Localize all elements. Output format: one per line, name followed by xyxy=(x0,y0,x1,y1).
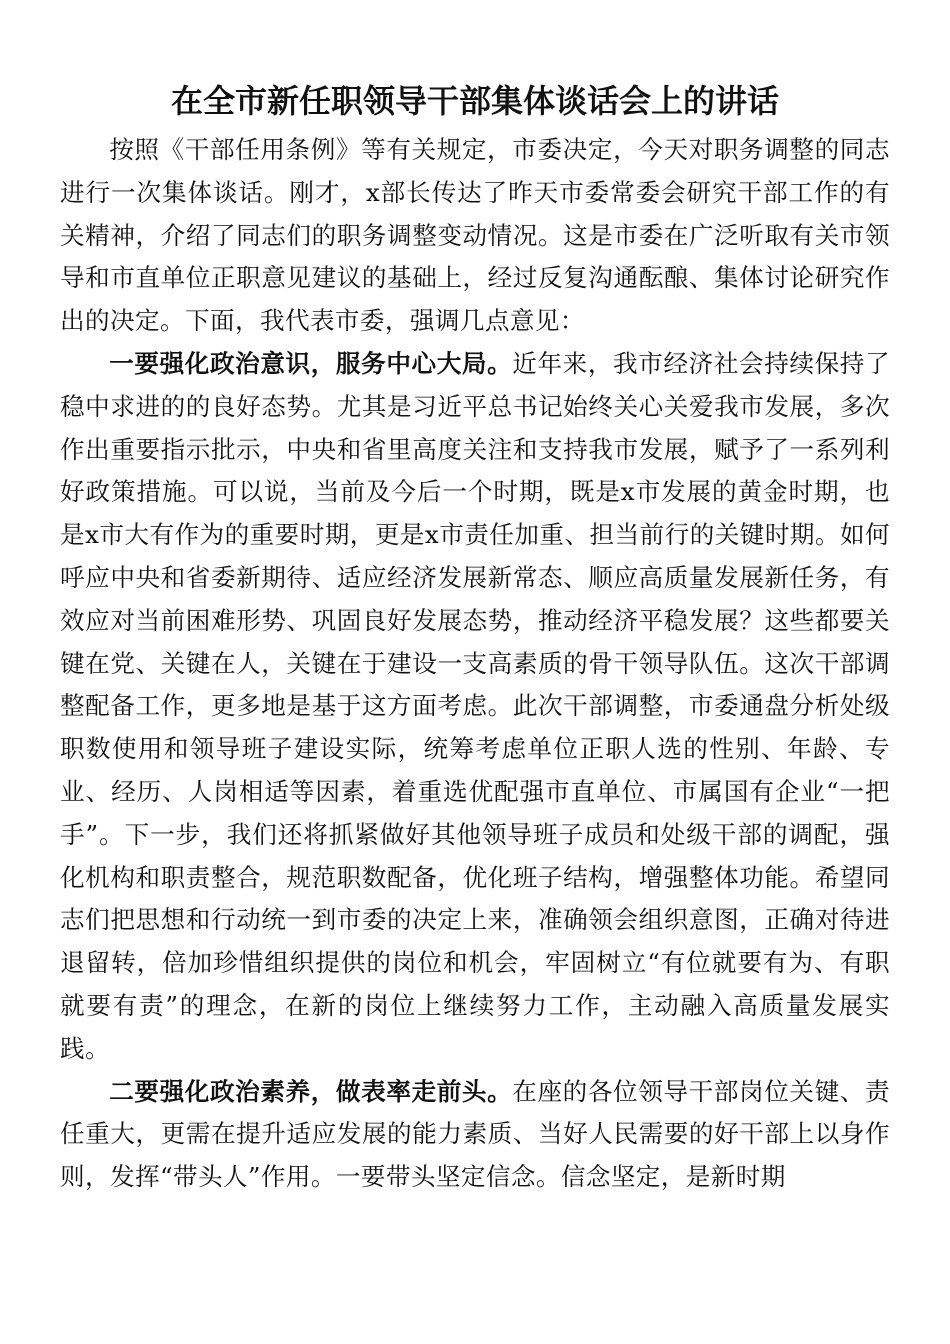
document-title: 在全市新任职领导干部集体谈话会上的讲话 xyxy=(170,82,779,120)
point-one-heading: 一要强化政治意识，服务中心大局。 xyxy=(109,348,513,378)
paragraph-point-one xyxy=(60,343,890,1071)
paragraph-point-two xyxy=(60,1071,890,1199)
point-two-body: 在座的各位领导干部岗位关键、责任重大，更需在提升适应发展的能力素质、当好人民需要的好干部上以身作则，发挥“带头人”作用。一要带头坚定信念。信念坚定，是新时期 xyxy=(60,1076,890,1192)
paragraph-intro-text: 按照《干部任用条例》等有关规定，市委决定，今天对职务调整的同志进行一次集体谈话。刚才，x部长传达了昨天市委常委会研究干部工作的有关精神，介绍了同志们的职务调整变动情况。这是市委在广泛听取有关市领导和市直单位正职意见建议的基础上，经过反复沟通酝酿、集体讨论研究作出的决定。下面，我代表市委，强调几点意见： xyxy=(60,135,890,336)
point-one-body: 近年来，我市经济社会持续保持了稳中求进的的良好态势。尤其是习近平总书记始终关心关爱我市发展，多次作出重要指示批示，中央和省里高度关注和支持我市发展，赋予了一系列利好政策措施。可以说，当前及今后一个时期，既是x市发展的黄金时期，也是x市大有作为的重要时期，更是x市责任加重、担当前行的关键时期。如何呼应中央和省委新期待、适应经济发展新常态、顺应高质量发展新任务，有效应对当前困难形势、巩固良好发展态势，推动经济平稳发展？这些都要关键在党、关键在人，关键在于建设一支高素质的骨干领导队伍。这次干部调整配备工作，更多地是基于这方面考虑。此次干部调整，市委通盘分析处级职数使用和领导班子建设实际，统筹考虑单位正职人选的性别、年龄、专业、经历、人岗相适等因素，着重选优配强市直单位、市属国有企业“一把手”。下一步，我们还将抓紧做好其他领导班子成员和处级干部的调配，强化机构和职责整合，规范职数配备，优化班子结构，增强整体功能。希望同志们把思想和行动统一到市委的决定上来，准确领会组织意图，正确对待进退留转，倍加珍惜组织提供的岗位和机会，牢固树立“有位就要有为、有职就要有责”的理念，在新的岗位上继续努力工作，主动融入高质量发展实践。 xyxy=(60,348,890,1063)
paragraph-intro xyxy=(60,129,890,343)
point-two-heading: 二要强化政治素养，做表率走前头。 xyxy=(109,1076,513,1106)
